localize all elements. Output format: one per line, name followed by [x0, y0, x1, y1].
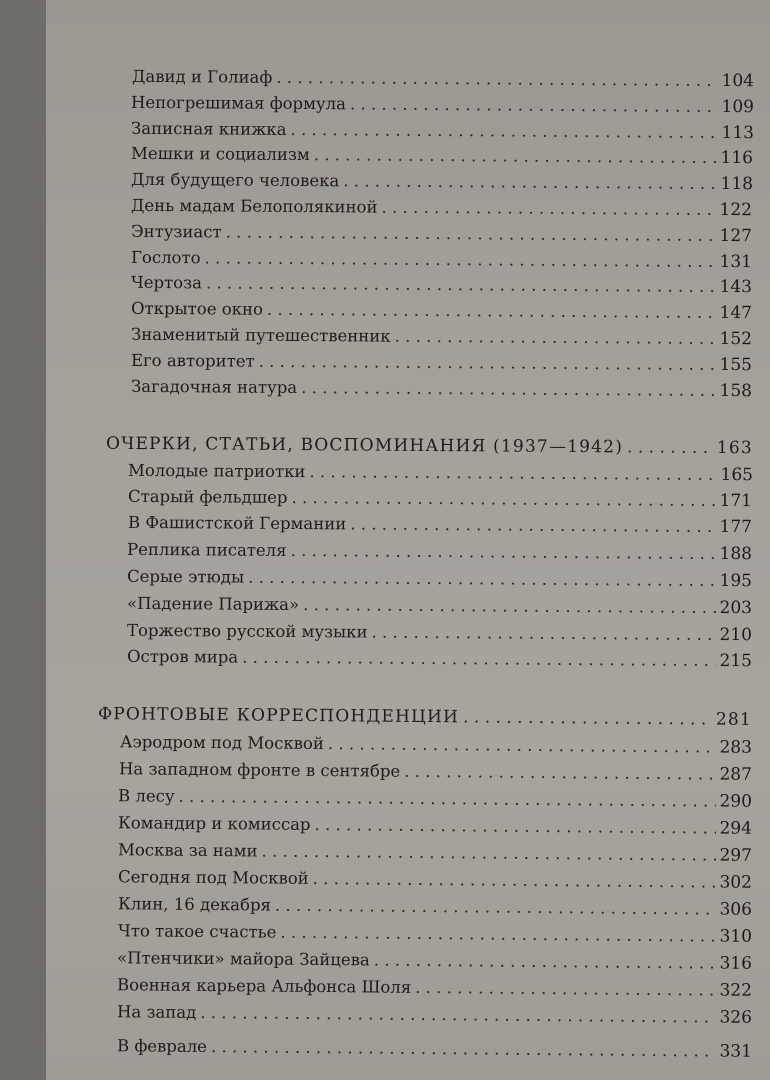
toc-entry-title: В Фашистской Германии [127, 512, 347, 534]
dot-leader [291, 538, 716, 567]
toc-entry [118, 918, 752, 950]
toc-entry-title: Записная книжка [130, 118, 287, 139]
toc-entry [128, 510, 752, 540]
toc-entry-title: Сегодня под Москвой [117, 867, 309, 888]
toc-entry-page: 203 [719, 597, 753, 619]
dot-leader [404, 759, 716, 788]
toc-entry-title: В феврале [116, 1036, 208, 1057]
dot-leader [343, 168, 716, 197]
dot-leader [261, 838, 715, 868]
toc-entry-page: 316 [719, 953, 753, 974]
toc-entry-page: 310 [719, 926, 753, 947]
toc-entry-page: 122 [719, 199, 753, 221]
dot-leader [415, 975, 716, 1004]
toc-entry [131, 374, 752, 404]
toc-entry-page: 322 [719, 980, 753, 1001]
section-heading-page: 281 [715, 709, 753, 730]
toc-entry [118, 783, 752, 815]
toc-entry-title: Старый фельдшер [127, 486, 288, 507]
dot-leader [226, 219, 716, 248]
toc-entry-title: Чертоза [130, 272, 203, 293]
toc-entry [118, 837, 752, 869]
section-heading-page: 163 [716, 438, 754, 459]
dot-leader [314, 142, 717, 171]
toc-entry [127, 537, 752, 567]
dot-leader [276, 65, 717, 94]
toc-entry-title: Загадочная натура [130, 376, 298, 397]
toc-entry-title: Знаменитый путешественник [130, 324, 391, 346]
toc-entry [119, 756, 752, 788]
dot-leader [350, 91, 718, 120]
toc-entry [117, 972, 752, 1004]
toc-entry-title: Остров мира [126, 646, 239, 667]
toc-entry [127, 591, 752, 621]
toc-entry-page: 294 [719, 818, 753, 839]
toc-entry-page: 177 [719, 516, 753, 538]
dot-leader [259, 349, 716, 378]
toc-entry-title: Мешки и социализм [130, 143, 310, 165]
toc-entry-page: 155 [719, 354, 753, 376]
toc-entry-page: 171 [719, 490, 753, 512]
section-heading-front [98, 701, 752, 733]
book-page [46, 0, 770, 1080]
dot-leader [200, 1000, 715, 1030]
toc-entry-page: 113 [721, 122, 755, 144]
dot-leader [275, 893, 716, 923]
toc-entry-title: Серые этюды [126, 566, 245, 587]
toc-entry-title: На западном фронте в сентябре [118, 759, 401, 781]
toc-entry-title: В лесу [117, 786, 175, 806]
dot-leader [381, 195, 715, 223]
dot-leader [291, 485, 715, 514]
toc-entry-title: Москва за нами [117, 840, 258, 861]
toc-entry-title: Командир и комиссар [117, 813, 311, 834]
toc-entry-title: Для будущего человека [130, 169, 340, 191]
toc-entry-page: 306 [719, 899, 753, 920]
toc-entry [120, 729, 752, 761]
toc-entry-title: Военная карьера Альфонса Шоля [116, 975, 412, 997]
toc-entry-title: Непогрешимая формула [130, 92, 347, 114]
dot-leader [267, 297, 716, 326]
toc-entry-page: 104 [721, 70, 755, 92]
toc-entry-title: «Птенчики» майора Зайцева [116, 948, 370, 970]
toc-entry-page: 118 [720, 173, 754, 195]
dot-leader [328, 731, 716, 760]
toc-entry-page: 215 [719, 650, 753, 672]
toc-entry-page: 290 [719, 791, 753, 812]
toc-entry-page: 143 [719, 276, 753, 298]
toc-entry-page: 188 [719, 543, 753, 565]
toc-entry [118, 810, 752, 842]
toc-entry-page: 302 [719, 872, 753, 893]
toc-entry-title: Реплика писателя [126, 539, 287, 560]
toc-entry-page: 116 [720, 147, 754, 169]
dot-leader [374, 947, 716, 976]
toc-entry-title: Давид и Голиаф [131, 66, 273, 87]
toc-entry-title: Молодые патриотки [127, 460, 306, 482]
dot-leader [301, 375, 716, 404]
toc-entry-page: 158 [719, 380, 753, 402]
toc-entry-page: 283 [719, 737, 753, 758]
dot-leader [463, 704, 712, 732]
dot-leader [314, 812, 715, 841]
toc-entry [117, 945, 752, 977]
toc-entry-title: День мадам Белополякиной [130, 195, 378, 217]
dot-leader [627, 434, 713, 461]
toc-entry-title: Открытое окно [130, 298, 263, 319]
toc-entry-title: Что такое счастье [117, 921, 277, 942]
dot-leader [211, 1034, 716, 1064]
dot-leader [313, 866, 716, 896]
toc-entry [127, 564, 752, 594]
toc-entry-title: Энтузиаст [130, 221, 222, 242]
dot-leader [242, 645, 716, 674]
toc-entry-page: 131 [719, 251, 753, 273]
toc-entry-title: Аэродром под Москвой [119, 732, 324, 754]
dot-leader [309, 459, 716, 488]
toc-entry-page: 331 [719, 1041, 753, 1062]
toc-entry [118, 891, 752, 923]
toc-entry-title: «Падение Парижа» [126, 593, 300, 615]
dot-leader [178, 784, 715, 815]
toc-entry-page: 147 [719, 302, 753, 324]
dot-leader [395, 324, 716, 352]
section-heading-title: ФРОНТОВЫЕ КОРРЕСПОНДЕНЦИИ [97, 704, 460, 728]
dot-leader [303, 592, 716, 621]
dot-leader [350, 511, 715, 540]
toc-entry-title: Торжество русской музыки [126, 620, 368, 642]
toc-entry-page: 210 [719, 624, 753, 646]
toc-entry-page: 152 [719, 328, 753, 350]
toc-entry-title: Его авторитет [130, 350, 255, 371]
toc-entry-page: 297 [719, 845, 753, 866]
dot-leader [206, 270, 716, 300]
toc-entry [127, 644, 752, 674]
toc-entry-page: 127 [719, 225, 753, 247]
toc-entry-title: На запад [116, 1002, 197, 1022]
section-heading-title: ОЧЕРКИ, СТАТЬИ, ВОСПОМИНАНИЯ (1937—1942) [105, 433, 624, 458]
toc-entry-title: Клин, 16 декабря [117, 894, 272, 915]
dot-leader [280, 920, 715, 950]
toc-entry [117, 1033, 752, 1065]
dot-leader [371, 620, 715, 648]
dot-leader [248, 565, 716, 594]
toc-entry-title: Гослото [130, 247, 201, 268]
toc-entry-page: 195 [719, 570, 753, 592]
toc-entry-page: 109 [721, 96, 755, 118]
toc-entry-page: 287 [719, 764, 753, 785]
toc-entry-page: 165 [720, 464, 754, 486]
section-heading-essays [106, 431, 753, 462]
toc-entry [117, 999, 752, 1031]
toc-entry [118, 864, 752, 896]
toc-entry-page: 326 [719, 1007, 753, 1028]
